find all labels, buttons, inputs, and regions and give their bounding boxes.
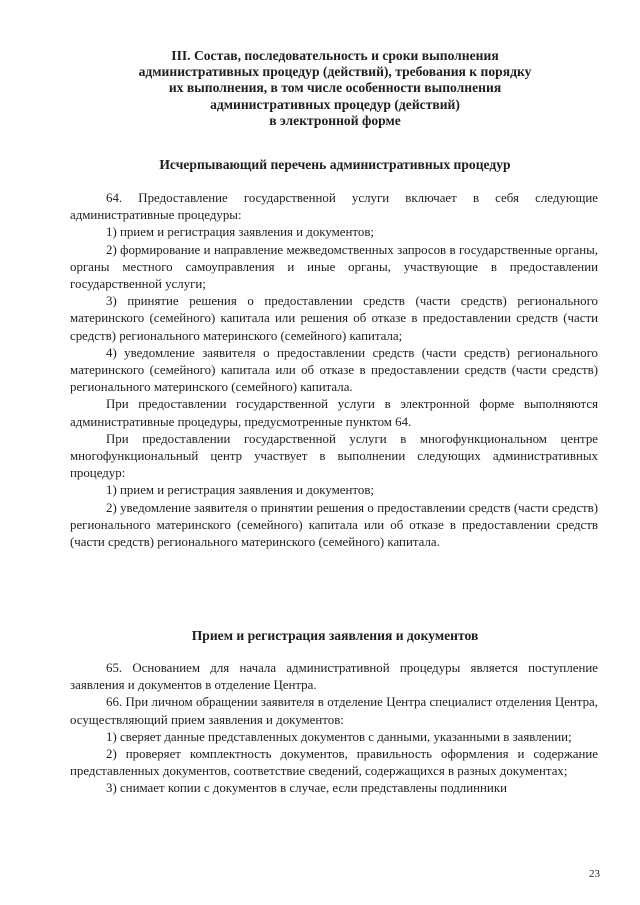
paragraph: 1) сверяет данные представленных документов с данными, указанными в заявлении; — [106, 729, 572, 744]
paragraph: 64. Предоставление государственной услуги включает в себя следующие административные процедуры: — [70, 191, 598, 223]
section-title-line: административных процедур (действий), требования к порядку — [138, 64, 532, 80]
section-title — [70, 48, 600, 129]
section-title-line: их выполнения, в том числе особенности выполнения — [168, 80, 502, 96]
paragraph: При предоставлении государственной услуги в многофункциональном центре многофункциональный центр участвует в выполнении следующих административных процедур: — [70, 431, 598, 481]
paragraph: 2) уведомление заявителя о принятии решения о предоставлении средств (части средств) регионального материнского (семейного) капитала или об отказе в предоставлении средств (части средств) регионального материнского (семейного) капитала. — [70, 500, 598, 550]
section-title-line: III. Состав, последовательность и сроки выполнения — [171, 48, 499, 63]
page-number: 23 — [589, 868, 600, 880]
paragraph: 2) проверяет комплектность документов, правильность оформления и содержание представленных документов, соответствие сведений, содержащихся в разных документах; — [70, 747, 598, 779]
paragraph: 2) формирование и направление межведомственных запросов в государственные органы, органы местного самоуправления и иные органы, участвующие в предоставлении государственной услуги; — [70, 242, 598, 292]
subheading-reception: Прием и регистрация заявления и документов — [191, 628, 479, 643]
paragraph: При предоставлении государственной услуги в электронной форме выполняются административные процедуры, предусмотренные пунктом 64. — [70, 397, 598, 429]
paragraph: 66. При личном обращении заявителя в отделение Центра специалист отделения Центра, осуществляющий прием заявления и документов: — [70, 695, 598, 727]
section-title-line: административных процедур (действий) — [210, 96, 460, 112]
paragraph: 4) уведомление заявителя о предоставлении средств (части средств) регионального материнского (семейного) капитала или об отказе в предоставлении средств (части средств) регионального материнского (семейного) капитала. — [70, 345, 598, 395]
paragraph: 1) прием и регистрация заявления и документов; — [106, 483, 375, 498]
body-block-2 — [70, 660, 598, 798]
section-title-line: в электронной форме — [269, 112, 401, 128]
paragraph: 3) снимает копии с документов в случае, если представлены подлинники — [106, 781, 507, 796]
paragraph: 1) прием и регистрация заявления и документов; — [106, 225, 375, 240]
subheading-procedures-list: Исчерпывающий перечень административных процедур — [159, 157, 511, 172]
paragraph: 65. Основанием для начала административной процедуры является поступление заявления и документов в отделение Центра. — [70, 661, 598, 693]
body-block-1 — [70, 190, 598, 551]
paragraph: 3) принятие решения о предоставлении средств (части средств) регионального материнского (семейного) капитала или решения об отказе в предоставлении средств (части средств) регионального материнского (семейного) капитала; — [70, 294, 598, 343]
